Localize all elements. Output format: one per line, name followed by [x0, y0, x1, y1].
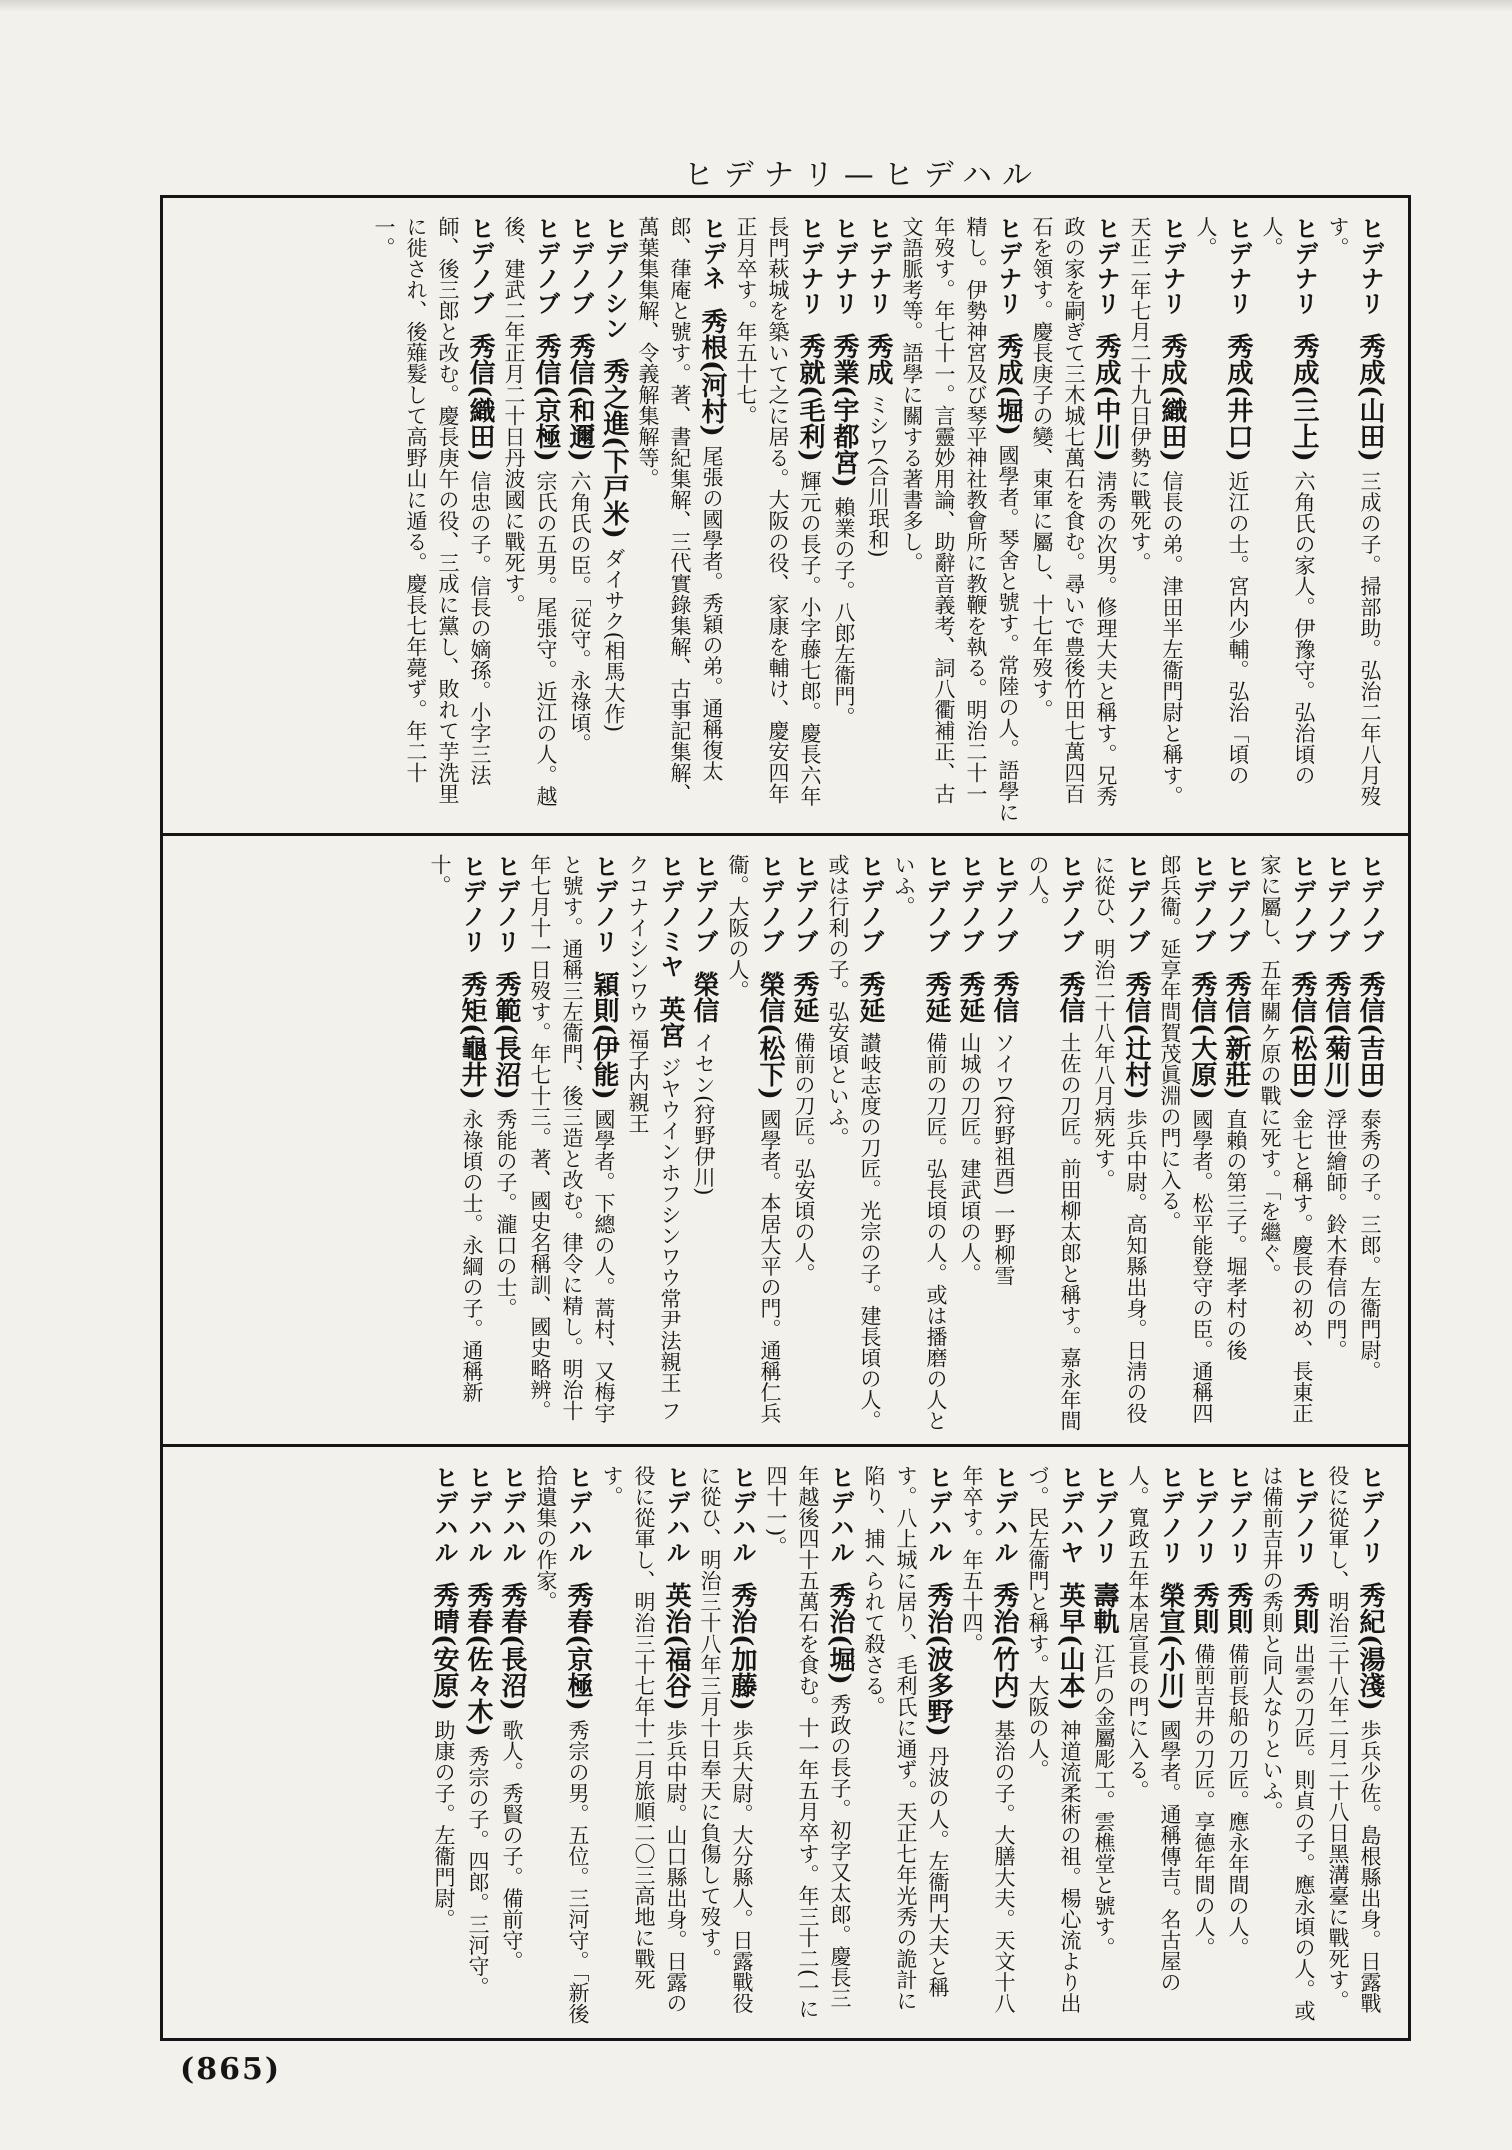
entry-reading: ヒデハル — [728, 1465, 756, 1565]
entry-reading: ヒデノリ — [492, 854, 520, 954]
entry-reading: ヒデノブ — [1288, 854, 1316, 954]
entry-name: 秀治(加藤) — [727, 1573, 757, 1720]
entry-description: 直賴の第三子。堀孝村の後 — [1224, 1108, 1248, 1361]
entry-description: 尾張の國學者。秀穎の弟。通稱復太郎、葎庵と號す。著、書紀集解、三代實錄集解、古事記集解、萬葉集集解、令義解集解等。 — [636, 216, 724, 804]
entry-name: 秀信(吉田) — [1355, 962, 1385, 1109]
entry-reading: ヒデハル — [564, 1465, 592, 1565]
entry-reading: ヒデハル — [498, 1465, 526, 1565]
entry-description: 備前の刀匠。弘長頃の人。或は播磨の人といふ。 — [892, 854, 948, 1432]
entry-description: 歩兵中尉。高知縣出身。日淸の役に從ひ、明治二十八年八月病死す。 — [1092, 854, 1148, 1424]
dictionary-entry — [622, 854, 686, 1434]
entry-description: 近江の士。宮内少輔。弘治「頃の人。 — [1194, 216, 1250, 786]
entry-description: 讃岐志度の刀匠。光宗の子。建長頃の人。或は行利の子。弘安頃といふ。 — [826, 854, 882, 1432]
entry-description: ダイサク(相馬大作) — [602, 547, 626, 733]
entry-reading: ヒデノブ — [990, 854, 1018, 954]
entry-reading: ヒデハル — [990, 1465, 1018, 1565]
entry-description: 神道流柔術の祖。楊心流より出づ。民左衞門と稱す。大阪の人。 — [1026, 1465, 1082, 2014]
entry-name: 秀晴(安原) — [429, 1573, 459, 1720]
dictionary-entry — [530, 1465, 594, 2025]
entry-name: 秀延 — [955, 962, 985, 1033]
page-header: ヒデナリ—ヒデハル — [683, 158, 1042, 193]
entry-reading: ヒデナリ — [1290, 216, 1318, 316]
entry-reading: ヒデノブ — [1222, 854, 1250, 954]
section-2 — [163, 836, 1408, 1447]
dictionary-entry — [862, 216, 894, 823]
dictionary-entry — [524, 854, 620, 1434]
entry-name: 秀成 — [863, 324, 893, 395]
dictionary-entry — [424, 854, 488, 1434]
dictionary-entry — [822, 854, 886, 1434]
dictionary-entry — [498, 216, 562, 823]
entry-description: 浮世繪師。鈴木春信の門。 — [1324, 1108, 1348, 1361]
section-1 — [163, 198, 1408, 836]
entry-name: 秀則 — [1289, 1573, 1319, 1644]
entry-description: 三成の子。掃部助。弘治二年八月歿す。 — [1326, 216, 1382, 807]
entry-reading: ヒデノブ — [790, 854, 818, 954]
entry-description: 國學者。下總の人。蒿村、又梅宇と號す。通稱三左衞門、後三造と改む。律令に精し。明治十年七月十一日歿す。年七十三。著、國史名稱訓、國史略辨。 — [528, 854, 616, 1424]
dictionary-entry — [1256, 216, 1320, 823]
entry-reading: ヒデノリ — [1224, 1465, 1252, 1565]
dictionary-entry — [1254, 854, 1318, 1434]
entry-description: 山城の刀匠。建武頃の人。 — [958, 1032, 982, 1285]
page-number: (865) — [180, 2052, 282, 2087]
entry-reading: ヒデナリ — [1224, 216, 1252, 316]
entry-description: イセン(狩野伊川) — [692, 1032, 716, 1196]
dictionary-entry — [956, 1465, 1020, 2025]
entry-name: 秀延 — [789, 962, 819, 1033]
entry-reading: ヒデノブ — [956, 854, 984, 954]
entry-reading: ヒデノリ — [1156, 1465, 1184, 1565]
entry-reading: ヒデノブ — [1322, 854, 1350, 954]
dictionary-entry — [490, 854, 522, 1434]
dictionary-entry — [858, 1465, 954, 2025]
entry-description: ミシワ(合川珉和) — [866, 394, 890, 558]
entry-name: 秀信(京極) — [531, 324, 561, 471]
entry-description: 備前の刀匠。弘安頃の人。 — [792, 1032, 816, 1285]
entry-reading: ヒデナリ — [796, 216, 824, 316]
dictionary-entry — [1322, 1465, 1386, 2025]
entry-reading: ヒデハル — [826, 1465, 854, 1565]
entry-name: 榮信 — [689, 962, 719, 1033]
entry-reading: ヒデナリ — [1158, 216, 1186, 316]
dictionary-entry — [694, 1465, 758, 2025]
dictionary-entry — [722, 854, 786, 1434]
dictionary-entry — [1222, 1465, 1254, 2025]
dictionary-entry — [1022, 854, 1086, 1434]
entry-description: 備前長船の刀匠。應永年間の人。 — [1226, 1643, 1250, 1959]
entry-description: 輝元の長子。小字藤七郎。慶長六年長門萩城を築いて之に居る。大阪の役、家康を輔け、慶安四年正月卒す。年五十七。 — [734, 216, 822, 807]
entry-name: 秀治(竹内) — [989, 1573, 1019, 1720]
entry-description: ジヤウインホフシンワウ常尹法親王 フクコナイシンワウ 福子内親王 — [626, 854, 682, 1421]
entry-reading: ヒデハル — [924, 1465, 952, 1565]
dictionary-entry — [1088, 1465, 1120, 2025]
entry-reading: ヒデノブ — [1122, 854, 1150, 954]
entry-name: 秀春(京極) — [563, 1573, 593, 1720]
entry-reading: ヒデノブ — [466, 216, 494, 316]
entry-name: 秀則 — [1189, 1573, 1219, 1644]
entry-description: 備前吉井の刀匠。享德年間の人。 — [1192, 1643, 1216, 1959]
entry-reading: ヒデノブ — [1356, 854, 1384, 954]
entry-name: 英治(福谷) — [661, 1573, 691, 1720]
entry-reading: ヒデハル — [662, 1465, 690, 1565]
entry-name: 秀則 — [1223, 1573, 1253, 1644]
entry-reading: ヒデノブ — [532, 216, 560, 316]
entry-name: 榮宣(小川) — [1155, 1573, 1185, 1720]
dictionary-entry — [428, 1465, 460, 2025]
entry-name: 秀之進(下戸米) — [599, 349, 629, 548]
entry-description: 信忠の子。信長の嫡孫。小字三法師、後三郎と改む。慶長庚午の役、三成に黨し、敗れて芋洗里に徙され、後薙髮して高野山に遁る。慶長七年薨ず。年二十一。 — [372, 216, 492, 804]
entry-description: 助康の子。左衞門尉。 — [432, 1719, 456, 1930]
entry-name: 秀信(菊川) — [1321, 962, 1351, 1109]
dictionary-entry — [1190, 216, 1254, 823]
entry-description: 秀宗の男。五位。三河守。「新後拾遺集の作家。 — [534, 1465, 590, 2025]
entry-name: 壽軌 — [1089, 1573, 1119, 1644]
entry-name: 秀春(長沼) — [497, 1573, 527, 1720]
entry-name: 秀根(河村) — [697, 299, 727, 446]
entry-description: 歩兵少佐。島根縣出身。日露戰役に從軍し、明治三十八年二月二十八日黑溝臺に戰死す。 — [1326, 1465, 1382, 2014]
entry-description: 國學者。琴舍と號す。常陸の人。語學に精し。伊勢神宮及び琴平神社教會所に教鞭を執る。明治二十一年歿す。年七十一。言靈妙用論、助辭音義考、詞八衢補正、古文語脈考等。語學に關する著書多し。 — [900, 216, 1020, 823]
section-3 — [163, 1447, 1408, 2035]
entry-description: 國學者。通稱傳吉。名古屋の人。寬政五年本居宣長の門に入る。 — [1126, 1465, 1182, 1993]
entry-description: 泰秀の子。三郎。左衞門尉。 — [1358, 1108, 1382, 1382]
entry-name: 英宮 — [655, 987, 685, 1058]
entry-reading: ヒデハヤ — [1056, 1465, 1084, 1565]
entry-reading: ヒデノリ — [1356, 1465, 1384, 1565]
entry-reading: ヒデノリ — [1190, 1465, 1218, 1565]
entry-reading: ヒデネ — [698, 216, 726, 291]
entry-name: 秀信(辻村) — [1121, 962, 1151, 1109]
entry-description: 六角氏の家人。伊豫守。弘治頃の人。 — [1260, 216, 1316, 786]
dictionary-entry — [1188, 1465, 1220, 2025]
entry-name: 秀春(佐々木) — [463, 1573, 493, 1746]
entry-name: 秀矩(龜井) — [457, 962, 487, 1109]
dictionary-entry — [632, 216, 728, 823]
dictionary-entry — [688, 854, 720, 1434]
entry-reading: ヒデナリ — [830, 216, 858, 316]
dictionary-entry — [368, 216, 496, 823]
entry-name: 秀信 — [989, 962, 1019, 1033]
entry-name: 秀成(堀) — [993, 324, 1023, 445]
entry-reading: ヒデナリ — [1092, 216, 1120, 316]
dictionary-entry — [1154, 854, 1218, 1434]
dictionary-entry — [1122, 1465, 1186, 2025]
entry-name: 秀業(宇都宮) — [829, 324, 859, 497]
entry-reading: ヒデノリ — [458, 854, 486, 954]
entry-reading: ヒデノミヤ — [656, 854, 684, 979]
dictionary-entry — [1026, 216, 1122, 823]
entry-description: 國學者。松平能登守の臣。通稱四郎兵衞。延享年間賀茂眞淵の門に入る。 — [1158, 854, 1214, 1424]
entry-description: 信長の弟。津田半左衞門尉と稱す。天正二年七月二十九日伊勢に戰死す。 — [1128, 216, 1184, 807]
entry-description: 歌人。秀賢の子。備前守。 — [500, 1719, 524, 1972]
entry-reading: ヒデノリ — [1290, 1465, 1318, 1565]
entry-reading: ヒデノブ — [690, 854, 718, 954]
entry-description: 歩兵中尉。山口縣出身。日露の役に從軍し、明治三十七年十二月旅順二〇三高地に戰死す。 — [600, 1465, 688, 2014]
entry-reading: ヒデノブ — [756, 854, 784, 954]
entry-description: 秀宗の子。四郎。三河守。 — [466, 1745, 490, 1998]
entry-description: 江戶の金屬彫工。雲樵堂と號す。 — [1092, 1643, 1116, 1959]
entry-reading: ヒデノブ — [1188, 854, 1216, 954]
dictionary-entry — [1256, 1465, 1320, 2025]
entry-reading: ヒデハル — [464, 1465, 492, 1565]
entry-reading: ヒデノリ — [590, 854, 618, 954]
dictionary-entry — [598, 216, 630, 823]
dictionary-entry — [1354, 854, 1386, 1434]
entry-name: 秀延 — [921, 962, 951, 1033]
entry-name: 英早(山本) — [1055, 1573, 1085, 1720]
dictionary-entry — [1088, 854, 1152, 1434]
entry-description: 丹波の人。左衞門大夫と稱す。八上城に居り、毛利氏に通ず。天正七年光秀の詭計に陷り、捕へられて殺さる。 — [862, 1465, 950, 2011]
entry-name: 秀治(堀) — [825, 1573, 855, 1694]
entry-name: 秀範(長沼) — [491, 962, 521, 1109]
entry-name: 秀延 — [855, 962, 885, 1033]
entry-name: 秀信(織田) — [465, 324, 495, 471]
entry-reading: ヒデノブ — [856, 854, 884, 954]
entry-name: 秀信(松田) — [1287, 962, 1317, 1109]
content-frame — [160, 195, 1411, 2041]
entry-name: 秀就(毛利) — [795, 324, 825, 471]
entry-reading: ヒデノブ — [1056, 854, 1084, 954]
dictionary-entry — [462, 1465, 494, 2025]
entry-description: 歩兵大尉。大分縣人。日露戰役に從ひ、明治三十八年三月十日奉天に負傷して歿す。 — [698, 1465, 754, 2014]
entry-description: 永祿頃の士。永綱の子。通稱新十。 — [428, 854, 484, 1403]
dictionary-entry — [1124, 216, 1188, 823]
entry-reading: ヒデノブ — [566, 216, 594, 316]
entry-name: 秀成(三上) — [1289, 324, 1319, 471]
dictionary-entry — [888, 854, 952, 1434]
entry-name: 秀信 — [1055, 962, 1085, 1033]
entry-reading: ヒデハル — [430, 1465, 458, 1565]
dictionary-entry — [564, 216, 596, 823]
entry-description: 金七と稱す。慶長の初め、長東正家に屬し、五年關ケ原の戰に死す。「を繼ぐ。 — [1258, 854, 1314, 1424]
entry-description: 出雲の刀匠。則貞の子。應永頃の人。或は備前吉井の秀則と同人なりといふ。 — [1260, 1465, 1316, 2022]
entry-description: 秀政の長子。初字又太郎。慶長三年越後四十五萬石を食む。十一年五月卒す。年三十二(一に四十一)。 — [764, 1465, 852, 2020]
entry-reading: ヒデナリ — [994, 216, 1022, 316]
entry-name: 秀成(織田) — [1157, 324, 1187, 471]
entry-description: 宗氏の五男。尾張守。近江の人。越後、建武二年正月二十日丹波國に戰死す。 — [502, 216, 558, 807]
section-3-columns — [163, 1447, 1408, 2035]
entry-name: 榮信(松下) — [755, 962, 785, 1109]
entry-description: ソイワ(狩野祖酉) 一野柳雪 — [992, 1032, 1016, 1287]
entry-name: 秀成(井口) — [1223, 324, 1253, 471]
dictionary-entry — [1320, 854, 1352, 1434]
dictionary-entry — [988, 854, 1020, 1434]
entry-description: 土佐の刀匠。前田柳太郎と稱す。嘉永年間の人。 — [1026, 854, 1082, 1432]
entry-reading: ヒデノシン — [600, 216, 628, 341]
dictionary-entry — [1322, 216, 1386, 823]
entry-description: 基治の子。大膳大夫。天文十八年卒す。年五十四。 — [960, 1465, 1016, 2014]
entry-reading: ヒデナリ — [1356, 216, 1384, 316]
entry-name: 秀治(波多野) — [923, 1573, 953, 1746]
dictionary-entry — [828, 216, 860, 823]
entry-name: 秀信(和邇) — [565, 324, 595, 471]
dictionary-entry — [496, 1465, 528, 2025]
entry-name: 秀成(山田) — [1355, 324, 1385, 471]
entry-reading: ヒデノリ — [1090, 1465, 1118, 1565]
dictionary-entry — [1022, 1465, 1086, 2025]
entry-description: 秀能の子。瀧口の士。 — [494, 1108, 518, 1319]
entry-reading: ヒデナリ — [864, 216, 892, 316]
entry-description: 六角氏の臣。「従守。永祿頃。 — [568, 470, 592, 755]
entry-name: 秀紀(湯淺) — [1355, 1573, 1385, 1720]
entry-name: 穎則(伊能) — [589, 962, 619, 1109]
dictionary-entry — [788, 854, 820, 1434]
entry-name: 秀信(大原) — [1187, 962, 1217, 1109]
dictionary-entry — [896, 216, 1024, 823]
dictionary-entry — [760, 1465, 856, 2025]
dictionary-entry — [596, 1465, 692, 2025]
entry-description: 賴業の子。八郎左衞門。 — [832, 496, 856, 728]
section-2-columns — [163, 836, 1408, 1444]
dictionary-entry — [954, 854, 986, 1434]
dictionary-entry — [730, 216, 826, 823]
scan-edge — [0, 0, 1512, 12]
entry-name: 秀信(新莊) — [1221, 962, 1251, 1109]
section-1-columns — [163, 198, 1408, 833]
entry-name: 秀成(中川) — [1091, 324, 1121, 471]
entry-description: 淸秀の次男。修理大夫と稱す。兄秀政の家を嗣ぎて三木城七萬石を食む。尋いで豊後竹田七萬四百石を領す。慶長庚子の變、東軍に屬し、十七年歿す。 — [1030, 216, 1118, 807]
entry-description: 國學者。本居大平の門。通稱仁兵衞。大阪の人。 — [726, 854, 782, 1424]
entry-reading: ヒデノブ — [922, 854, 950, 954]
dictionary-entry — [1220, 854, 1252, 1434]
